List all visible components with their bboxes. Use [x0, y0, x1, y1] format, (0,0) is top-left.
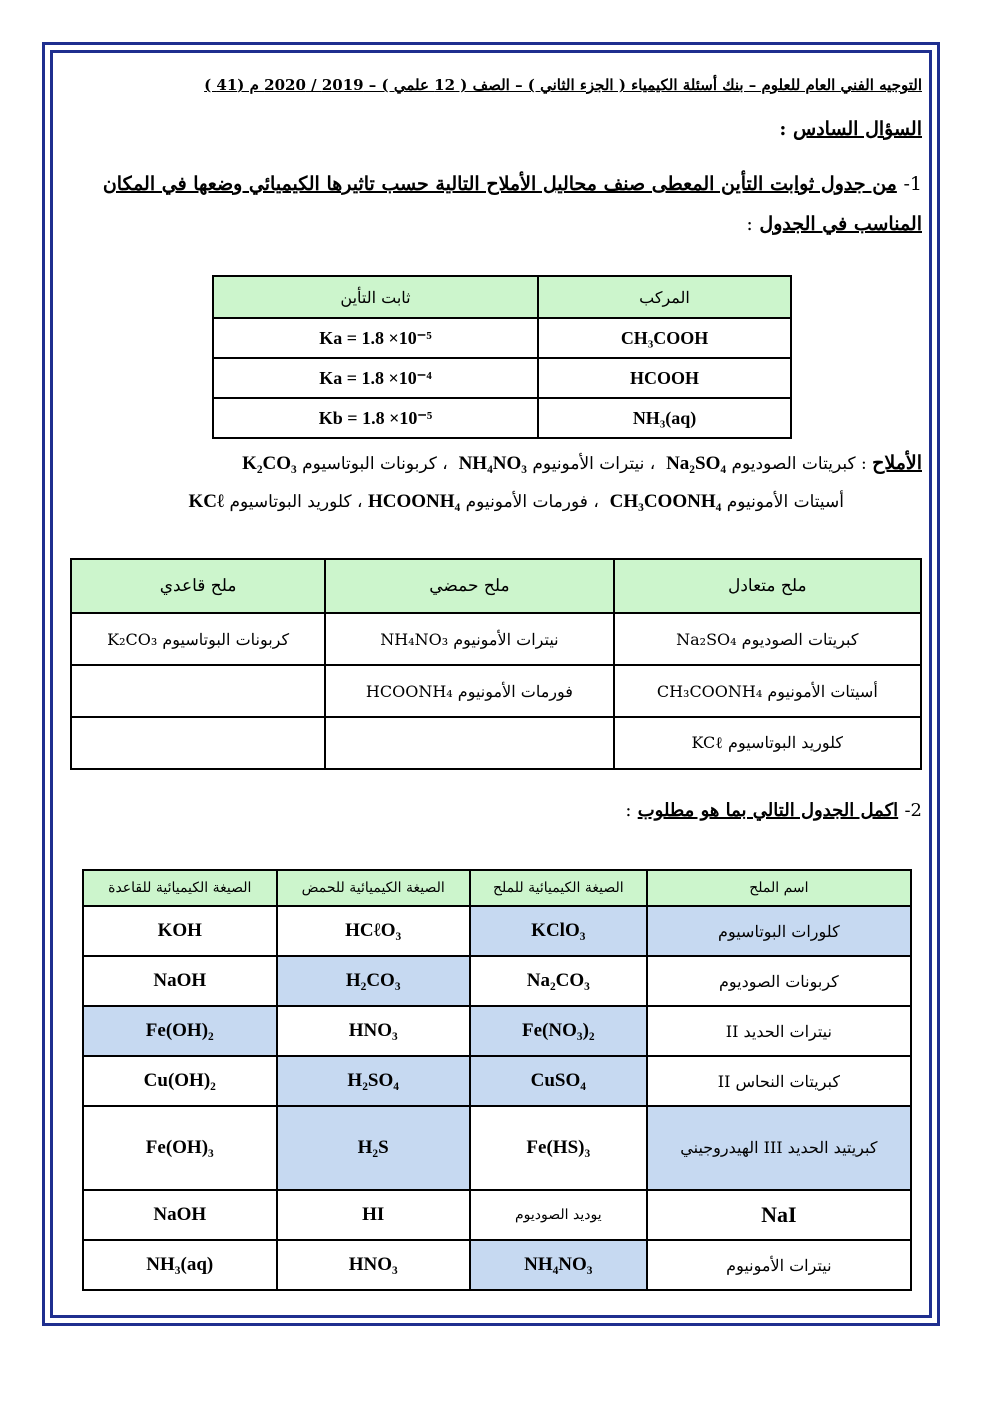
header-constant: ثابت التأين: [213, 276, 538, 318]
salts-list: [62, 444, 922, 521]
table-row: [83, 1190, 911, 1240]
table-header-row: [213, 276, 791, 318]
compound-cell: HCOOH: [538, 358, 791, 398]
salt-name: كبريتات الصوديوم: [731, 454, 856, 474]
base-formula-cell: NH₃(aq): [83, 1240, 277, 1290]
acid-formula-cell: H₂CO₃: [277, 956, 470, 1006]
constant-cell: Ka = 1.8 ×10⁻⁵: [213, 318, 538, 358]
salt-formula-cell: Fe(NO₃)₂: [470, 1006, 647, 1056]
acid-formula-cell: HI: [277, 1190, 470, 1240]
salt-name: فورمات الأمونيوم: [465, 492, 588, 512]
salt-formula: NH₄NO₃: [458, 453, 527, 474]
acidic-cell: [325, 717, 613, 769]
table-header-row: [71, 559, 921, 613]
basic-cell: كربونات البوتاسيوم K₂CO₃: [71, 613, 325, 665]
salt-name-cell: NaI: [647, 1190, 911, 1240]
header-acidic: ملح حمضي: [325, 559, 613, 613]
salt-name: أسيتات الأمونيوم: [726, 492, 844, 512]
compound-cell: CH₃COOH: [538, 318, 791, 358]
table-row: [71, 717, 921, 769]
header-compound: المركب: [538, 276, 791, 318]
header-acid-formula: الصيغة الكيميائية للحمض: [277, 870, 470, 906]
acid-formula-cell: H₂S: [277, 1106, 470, 1190]
basic-cell: [71, 665, 325, 717]
salt-formula-cell: KClO₃: [470, 906, 647, 956]
question-title: [779, 118, 922, 140]
question-2-number: 2-: [904, 800, 922, 821]
header-base-formula: الصيغة الكيميائية للقاعدة: [83, 870, 277, 906]
salt-formula-cell: NH₄NO₃: [470, 1240, 647, 1290]
salt-name-cell: كلورات البوتاسيوم: [647, 906, 911, 956]
neutral-cell: كلوريد البوتاسيوم KCℓ: [614, 717, 921, 769]
neutral-cell: أسيتات الأمونيوم CH₃COONH₄: [614, 665, 921, 717]
salts-label: الأملاح: [872, 452, 922, 474]
base-formula-cell: NaOH: [83, 956, 277, 1006]
salt-formula: HCOONH₄: [367, 491, 461, 512]
page-header: التوجيه الفني العام للعلوم – بنك أسئلة الكيمياء ( الجزء الثاني ) – الصف ( 12 علمي ) – 2019 / 2020 م (41 ): [204, 76, 922, 94]
question-title-text: السؤال السادس: [793, 118, 922, 140]
header-salt-name: اسم الملح: [647, 870, 911, 906]
table-row: [71, 613, 921, 665]
basic-cell: [71, 717, 325, 769]
table-row: [83, 906, 911, 956]
salts-line-1: الأملاح : كبريتات الصوديوم Na₂SO₄ ، نيترات الأمونيوم NH₄NO₃ ، كربونات البوتاسيوم K₂CO₃: [242, 452, 922, 474]
question-2-colon: :: [625, 800, 632, 821]
table-row: [213, 318, 791, 358]
header-basic: ملح قاعدي: [71, 559, 325, 613]
salt-formula: KCℓ: [188, 491, 225, 512]
neutral-cell: كبريتات الصوديوم Na₂SO₄: [614, 613, 921, 665]
salt-name-cell: كبريتيد الحديد III الهيدروجيني: [647, 1106, 911, 1190]
classification-table: [70, 558, 922, 770]
table-row: [83, 1006, 911, 1056]
acidic-cell: فورمات الأمونيوم HCOONH₄: [325, 665, 613, 717]
question-2: [625, 800, 922, 821]
base-formula-cell: Fe(OH)₃: [83, 1106, 277, 1190]
constant-cell: Ka = 1.8 ×10⁻⁴: [213, 358, 538, 398]
question-title-colon: :: [779, 118, 787, 140]
table-row: [83, 1056, 911, 1106]
question-1-number: 1-: [903, 173, 922, 195]
salt-name: كلوريد البوتاسيوم: [229, 492, 352, 512]
salt-name-cell: نيترات الأمونيوم: [647, 1240, 911, 1290]
base-formula-cell: Fe(OH)₂: [83, 1006, 277, 1056]
question-2-text: اكمل الجدول التالي بما هو مطلوب: [637, 800, 899, 821]
table-row: [213, 358, 791, 398]
constant-cell: Kb = 1.8 ×10⁻⁵: [213, 398, 538, 438]
question-1-text: من جدول ثوابت التأين المعطى صنف محاليل الأملاح التالية حسب تاثيرها الكيميائي وضعها في المكان المناسب في الجدول: [102, 173, 922, 235]
salt-name: كربونات البوتاسيوم: [302, 454, 437, 474]
header-salt-formula: الصيغة الكيميائية للملح: [470, 870, 647, 906]
salt-formula-cell: CuSO₄: [470, 1056, 647, 1106]
base-formula-cell: KOH: [83, 906, 277, 956]
table-row: [213, 398, 791, 438]
salt-name-cell: كبريتات النحاس II: [647, 1056, 911, 1106]
ionization-constants-table: [212, 275, 792, 439]
base-formula-cell: Cu(OH)₂: [83, 1056, 277, 1106]
acid-formula-cell: HNO₃: [277, 1240, 470, 1290]
question-1: [72, 164, 922, 244]
compound-cell: NH₃(aq): [538, 398, 791, 438]
acid-formula-cell: H₂SO₄: [277, 1056, 470, 1106]
salt-name-cell: نيترات الحديد II: [647, 1006, 911, 1056]
table-row: [71, 665, 921, 717]
header-neutral: ملح متعادل: [614, 559, 921, 613]
salt-formula-cell: Fe(HS)₃: [470, 1106, 647, 1190]
salt-formulas-table: [82, 869, 912, 1291]
salts-line-2: أسيتات الأمونيوم CH₃COONH₄ ، فورمات الأمونيوم HCOONH₄ ، كلوريد البوتاسيوم KCℓ: [188, 491, 844, 512]
table-header-row: [83, 870, 911, 906]
table-row: [83, 956, 911, 1006]
table-row: [83, 1240, 911, 1290]
acid-formula-cell: HNO₃: [277, 1006, 470, 1056]
salt-formula: Na₂SO₄: [666, 453, 727, 474]
salt-formula: CH₃COONH₄: [609, 491, 722, 512]
salt-name: نيترات الأمونيوم: [532, 454, 645, 474]
salt-formula: K₂CO₃: [242, 453, 297, 474]
acid-formula-cell: HCℓO₃: [277, 906, 470, 956]
salt-formula-cell: يوديد الصوديوم: [470, 1190, 647, 1240]
question-1-colon: :: [746, 213, 753, 235]
base-formula-cell: NaOH: [83, 1190, 277, 1240]
salt-name-cell: كربونات الصوديوم: [647, 956, 911, 1006]
acidic-cell: نيترات الأمونيوم NH₄NO₃: [325, 613, 613, 665]
salt-formula-cell: Na₂CO₃: [470, 956, 647, 1006]
table-row: [83, 1106, 911, 1190]
